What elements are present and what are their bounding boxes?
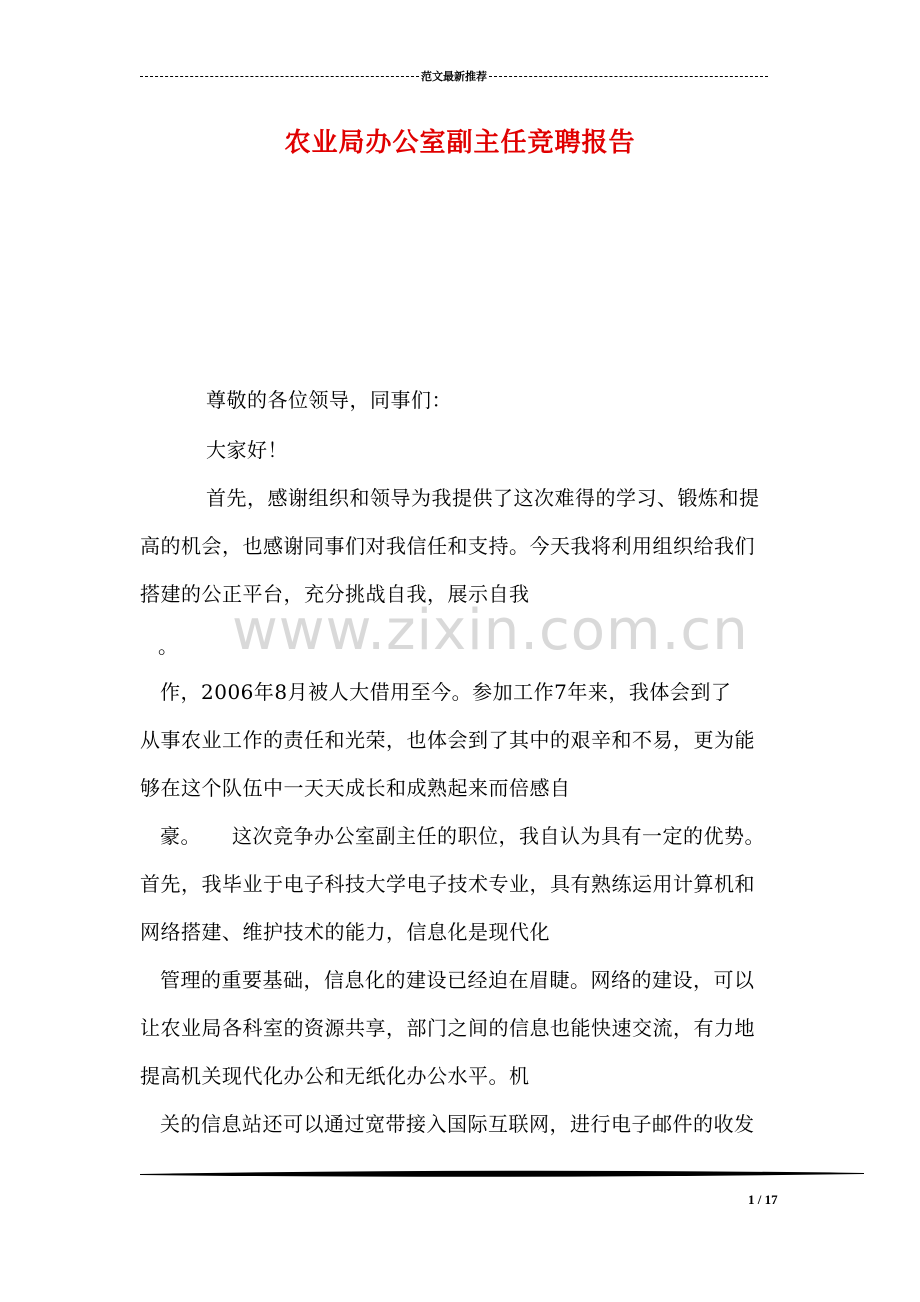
body-line: 够在这个队伍中一天天成长和成熟起来而倍感自 bbox=[140, 776, 571, 800]
body-line: 从事农业工作的责任和光荣，也体会到了其中的艰辛和不易，更为能 bbox=[140, 728, 755, 752]
body-line: 网络搭建、维护技术的能力，信息化是现代化 bbox=[140, 920, 550, 944]
body-line: 大家好！ bbox=[206, 438, 288, 462]
body-line: 豪。 这次竞争办公室副主任的职位，我自认为具有一定的优势。 bbox=[160, 824, 765, 848]
body-line: 关的信息站还可以通过宽带接入国际互联网，进行电子邮件的收发 bbox=[160, 1112, 755, 1136]
body-line: 提高机关现代化办公和无纸化办公水平。机 bbox=[140, 1064, 530, 1088]
body-line: 搭建的公正平台，充分挑战自我，展示自我 bbox=[140, 582, 530, 606]
body-line: 管理的重要基础，信息化的建设已经迫在眉睫。网络的建设，可以 bbox=[160, 968, 755, 992]
footer-divider bbox=[140, 1170, 864, 1178]
body-line: 让农业局各科室的资源共享，部门之间的信息也能快速交流，有力地 bbox=[140, 1016, 755, 1040]
header-dash-left bbox=[140, 76, 419, 77]
body-line: 高的机会，也感谢同事们对我信任和支持。今天我将利用组织给我们 bbox=[140, 534, 755, 558]
header-dash-right bbox=[489, 76, 768, 77]
body-line: 作，2006年8月被人大借用至今。参加工作7年来，我体会到了 bbox=[160, 680, 732, 704]
page-number: 1 / 17 bbox=[748, 1192, 778, 1207]
header-text: 范文最新推荐 bbox=[421, 71, 487, 83]
document-title: 农业局办公室副主任竞聘报告 bbox=[284, 128, 636, 158]
body-line: 。 bbox=[158, 634, 179, 658]
body-line: 首先，我毕业于电子科技大学电子技术专业，具有熟练运用计算机和 bbox=[140, 872, 755, 896]
watermark: www.zixin.com.cn bbox=[232, 598, 749, 663]
body-line: 尊敬的各位领导，同事们： bbox=[206, 388, 452, 412]
body-line: 首先，感谢组织和领导为我提供了这次难得的学习、锻炼和提 bbox=[206, 486, 760, 510]
page-header bbox=[140, 68, 768, 84]
